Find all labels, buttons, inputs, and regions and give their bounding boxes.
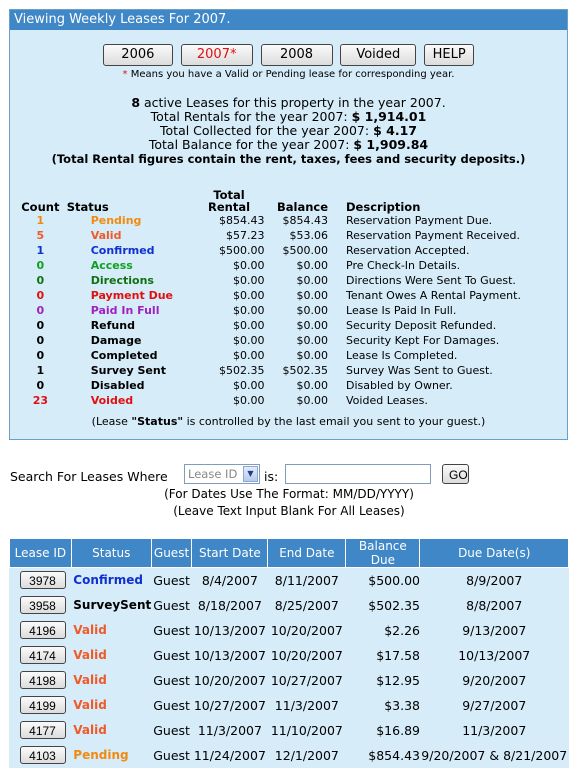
table-row: [10, 568, 569, 593]
status-total-rental: $854.43: [219, 214, 265, 227]
lease-guest: Guest: [151, 693, 192, 718]
lease-start-date: 10/27/2007: [192, 693, 268, 718]
balance-header: Balance: [276, 200, 329, 214]
status-total-rental: $0.00: [233, 289, 265, 302]
lease-balance-due: $12.95: [346, 668, 420, 693]
search-label: Search For Leases Where: [10, 469, 168, 484]
lease-id-cell: [10, 743, 72, 768]
status-total-rental: $0.00: [233, 379, 265, 392]
status-row: [18, 393, 567, 408]
status-description: Disabled by Owner.: [346, 379, 453, 392]
status-total-rental: $0.00: [233, 259, 265, 272]
lease-end-date: 10/20/2007: [268, 618, 346, 643]
lease-id-button[interactable]: 4177: [20, 721, 66, 739]
status-description: Reservation Payment Received.: [346, 229, 520, 242]
lease-id-button[interactable]: 3958: [20, 596, 66, 614]
lease-start-date: 8/4/2007: [192, 568, 268, 593]
lease-guest: Guest: [151, 593, 192, 618]
lease-id-cell: [10, 618, 72, 643]
status-row: [18, 228, 567, 243]
status-row: [18, 243, 567, 258]
total-collected-label: Total Collected for the year 2007:: [160, 123, 374, 138]
lease-guest: Guest: [151, 743, 192, 768]
status-description: Security Deposit Refunded.: [346, 319, 497, 332]
status-row: [18, 378, 567, 393]
control-note-status: "Status": [131, 415, 184, 428]
status-table-header: [18, 181, 567, 213]
date-format-hint: (For Dates Use The Format: MM/DD/YYYY): [164, 487, 414, 501]
status-balance: $0.00: [296, 394, 329, 407]
total-rental-header-line1: Total: [213, 188, 245, 202]
lease-balance-due: $16.89: [346, 718, 420, 743]
status-name: Valid: [90, 229, 122, 242]
lease-id-button[interactable]: 4199: [20, 696, 66, 714]
lease-guest: Guest: [151, 568, 192, 593]
lease-balance-due: $854.43: [346, 743, 420, 768]
lease-end-date: 11/10/2007: [268, 718, 346, 743]
lease-status: Valid: [71, 668, 151, 693]
total-rentals-value: $ 1,914.01: [351, 109, 427, 124]
note-star: *: [122, 69, 128, 80]
status-description: Security Kept For Damages.: [346, 334, 500, 347]
status-name: Payment Due: [90, 289, 173, 302]
status-description: Lease Is Paid In Full.: [346, 304, 457, 317]
status-name: Paid In Full: [90, 304, 160, 317]
table-row: [10, 668, 569, 693]
status-row: [18, 303, 567, 318]
note-text: Means you have a Valid or Pending lease for corresponding year.: [127, 69, 455, 80]
lease-guest: Guest: [151, 643, 192, 668]
status-row: [18, 318, 567, 333]
active-count-line: [10, 96, 567, 110]
lease-balance-due: $2.26: [346, 618, 420, 643]
total-balance-value: $ 1,909.84: [353, 137, 429, 152]
lease-column-header: Guest: [151, 539, 192, 568]
lease-balance-due: $500.00: [346, 568, 420, 593]
lease-id-button[interactable]: 4196: [20, 621, 66, 639]
lease-guest: Guest: [151, 618, 192, 643]
lease-table-header: [10, 539, 569, 568]
status-name: Directions: [90, 274, 154, 287]
status-description: Survey Was Sent to Guest.: [346, 364, 493, 377]
status-count: 0: [36, 319, 45, 332]
lease-id-cell: [10, 718, 72, 743]
status-count: 0: [36, 379, 45, 392]
status-balance: $0.00: [296, 304, 329, 317]
lease-id-cell: [10, 568, 72, 593]
total-rentals-line: [10, 110, 567, 124]
status-count: 5: [36, 229, 45, 242]
status-description: Directions Were Sent To Guest.: [346, 274, 516, 287]
status-total-rental: $0.00: [233, 394, 265, 407]
summary-footnote: (Total Rental figures contain the rent, taxes, fees and security deposits.): [51, 152, 526, 166]
year-2007-button[interactable]: 2007*: [181, 44, 253, 66]
table-row: [10, 743, 569, 768]
lease-id-cell: [10, 643, 72, 668]
voided-button[interactable]: Voided: [340, 44, 416, 66]
status-total-rental: $500.00: [219, 244, 265, 257]
description-header: Description: [346, 200, 421, 214]
active-count: 8: [131, 95, 141, 110]
table-row: [10, 693, 569, 718]
status-description: Lease Is Completed.: [346, 349, 458, 362]
status-balance: $502.35: [282, 364, 329, 377]
control-note-after: is controlled by the last email you sent to your guest.): [183, 415, 486, 428]
status-row: [18, 333, 567, 348]
search-field-select-value: Lease ID: [188, 467, 238, 481]
lease-balance-due: $502.35: [346, 593, 420, 618]
status-balance: $0.00: [296, 259, 329, 272]
status-row: [18, 258, 567, 273]
lease-guest: Guest: [151, 668, 192, 693]
summary: [10, 96, 567, 166]
status-count: 0: [36, 274, 45, 287]
status-total-rental: $0.00: [233, 349, 265, 362]
status-count: 0: [36, 304, 45, 317]
table-row: [10, 718, 569, 743]
status-row: [18, 213, 567, 228]
total-balance-line: [10, 138, 567, 152]
lease-status: Valid: [71, 693, 151, 718]
status-description: Voided Leases.: [346, 394, 428, 407]
total-collected-line: [10, 124, 567, 138]
status-count: 23: [32, 394, 48, 407]
lease-guest: Guest: [151, 718, 192, 743]
lease-balance-due: $17.58: [346, 643, 420, 668]
status-row: [18, 273, 567, 288]
status-balance: $854.43: [282, 214, 329, 227]
lease-column-header: Status: [71, 539, 151, 568]
chevron-down-icon[interactable]: ▼: [243, 466, 258, 482]
status-total-rental: $502.35: [219, 364, 265, 377]
status-count: 1: [36, 244, 45, 257]
status-count: 0: [36, 289, 45, 302]
lease-start-date: 10/13/2007: [192, 643, 268, 668]
lease-status: Valid: [71, 718, 151, 743]
control-note-before: (Lease: [91, 415, 132, 428]
status-description: Reservation Accepted.: [346, 244, 470, 257]
status-total-rental: $57.23: [226, 229, 265, 242]
help-button[interactable]: HELP: [424, 44, 474, 66]
lease-end-date: 10/20/2007: [268, 643, 346, 668]
status-total-rental: $0.00: [233, 334, 265, 347]
lease-due-dates: 11/3/2007: [420, 718, 569, 743]
status-balance: $0.00: [296, 319, 329, 332]
status-description: Tenant Owes A Rental Payment.: [346, 289, 521, 302]
lease-status: Pending: [71, 743, 151, 768]
lease-status: Valid: [71, 643, 151, 668]
active-count-text: active Leases for this property in the year 2007.: [140, 95, 446, 110]
search-field-select[interactable]: [184, 464, 260, 484]
lease-due-dates: 8/9/2007: [420, 568, 569, 593]
lease-column-header: Due Date(s): [420, 539, 569, 568]
lease-id-button[interactable]: 4174: [20, 646, 66, 664]
lease-start-date: 8/18/2007: [192, 593, 268, 618]
status-name: Pending: [90, 214, 142, 227]
status-row: [18, 348, 567, 363]
lease-start-date: 11/24/2007: [192, 743, 268, 768]
status-name: Voided: [90, 394, 134, 407]
year-note: [10, 69, 567, 80]
lease-due-dates: 10/13/2007: [420, 643, 569, 668]
lease-table: [9, 538, 569, 768]
lease-column-header: End Date: [268, 539, 346, 568]
lease-start-date: 11/3/2007: [192, 718, 268, 743]
lease-column-header: Lease ID: [10, 539, 72, 568]
status-balance: $500.00: [282, 244, 329, 257]
status-balance: $0.00: [296, 274, 329, 287]
total-rental-header-line2: Rental: [208, 200, 251, 214]
search-input[interactable]: [285, 464, 431, 484]
table-row: [10, 618, 569, 643]
total-rental-header: [194, 181, 265, 213]
status-balance: $53.06: [289, 229, 329, 242]
lease-id-cell: [10, 593, 72, 618]
status-count: 0: [36, 259, 45, 272]
year-2006-button[interactable]: 2006: [103, 44, 173, 66]
status-row: [18, 288, 567, 303]
status-balance: $0.00: [296, 289, 329, 302]
lease-due-dates: 9/13/2007: [420, 618, 569, 643]
status-name: Access: [90, 259, 133, 272]
lease-id-button[interactable]: 4198: [20, 671, 66, 689]
status-name: Damage: [90, 334, 142, 347]
panel-title: Viewing Weekly Leases For 2007.: [10, 10, 567, 30]
year-2008-button[interactable]: 2008: [261, 44, 333, 66]
status-control-note: [10, 415, 567, 428]
go-button[interactable]: GO: [442, 464, 469, 484]
status-balance: $0.00: [296, 379, 329, 392]
lease-id-cell: [10, 693, 72, 718]
status-count: 0: [36, 349, 45, 362]
status-name: Confirmed: [90, 244, 155, 257]
lease-end-date: 8/11/2007: [268, 568, 346, 593]
leases-panel: [9, 9, 568, 440]
lease-status: SurveySent: [71, 593, 151, 618]
is-label: is:: [264, 469, 279, 484]
lease-end-date: 11/3/2007: [268, 693, 346, 718]
status-total-rental: $0.00: [233, 304, 265, 317]
lease-start-date: 10/20/2007: [192, 668, 268, 693]
lease-due-dates: 9/20/2007 & 8/21/2007: [420, 743, 569, 768]
status-description: Pre Check-In Details.: [346, 259, 461, 272]
status-name: Survey Sent: [90, 364, 166, 377]
status-name: Disabled: [90, 379, 145, 392]
lease-end-date: 10/27/2007: [268, 668, 346, 693]
count-header: Count: [21, 200, 60, 214]
lease-id-cell: [10, 668, 72, 693]
lease-balance-due: $3.38: [346, 693, 420, 718]
status-description: Reservation Payment Due.: [346, 214, 493, 227]
lease-id-button[interactable]: 3978: [20, 571, 66, 589]
table-row: [10, 593, 569, 618]
year-button-row: [10, 44, 567, 66]
status-total-rental: $0.00: [233, 319, 265, 332]
total-balance-label: Total Balance for the year 2007:: [148, 137, 354, 152]
lease-due-dates: 8/8/2007: [420, 593, 569, 618]
total-rentals-label: Total Rentals for the year 2007:: [150, 109, 352, 124]
status-count: 1: [36, 364, 45, 377]
status-name: Refund: [90, 319, 135, 332]
status-balance: $0.00: [296, 349, 329, 362]
status-total-rental: $0.00: [233, 274, 265, 287]
lease-column-header: Start Date: [192, 539, 268, 568]
lease-end-date: 12/1/2007: [268, 743, 346, 768]
status-row: [18, 363, 567, 378]
lease-status: Valid: [71, 618, 151, 643]
status-header: Status: [66, 200, 109, 214]
lease-column-header: Balance Due: [346, 539, 420, 568]
status-balance: $0.00: [296, 334, 329, 347]
table-row: [10, 643, 569, 668]
blank-input-hint: (Leave Text Input Blank For All Leases): [173, 504, 405, 518]
status-count: 1: [36, 214, 45, 227]
status-count-table: [18, 181, 567, 408]
lease-status: Confirmed: [71, 568, 151, 593]
lease-start-date: 10/13/2007: [192, 618, 268, 643]
lease-id-button[interactable]: 4103: [20, 746, 66, 764]
total-collected-value: $ 4.17: [373, 123, 417, 138]
status-count: 0: [36, 334, 45, 347]
status-name: Completed: [90, 349, 158, 362]
lease-due-dates: 9/27/2007: [420, 693, 569, 718]
lease-due-dates: 9/20/2007: [420, 668, 569, 693]
lease-end-date: 8/25/2007: [268, 593, 346, 618]
